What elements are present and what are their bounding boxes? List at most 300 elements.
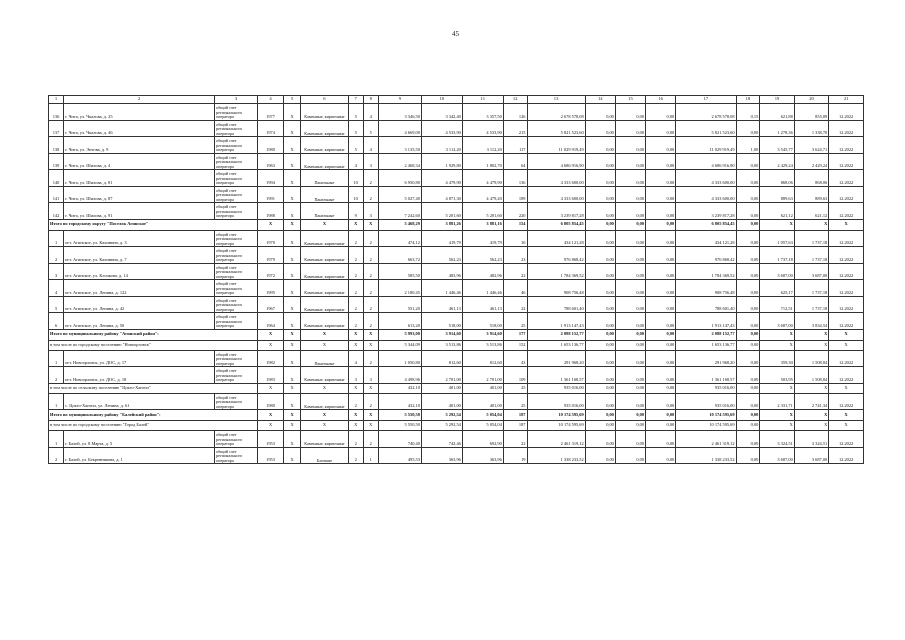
total-label: Итого по городскому округу "Поселок Агинское" <box>49 219 258 230</box>
table-cell: X <box>283 263 300 280</box>
table-cell: 2 <box>363 296 378 313</box>
table-cell: 0,00 <box>615 104 645 121</box>
table-cell: X <box>258 329 284 340</box>
table-cell: 109 <box>503 367 527 384</box>
table-cell: 625,17 <box>760 280 794 297</box>
table-row <box>49 431 864 448</box>
table-cell: 0,00 <box>615 170 645 187</box>
column-header: 3 <box>215 96 258 104</box>
table-cell: 154 <box>503 219 527 230</box>
table-cell: 1982 <box>258 350 284 367</box>
table-cell: 0,00 <box>585 329 615 340</box>
table-cell: 12.2022 <box>829 431 864 448</box>
table-cell: 0,00 <box>585 393 615 410</box>
column-header: 11 <box>462 96 503 104</box>
table-cell: 0,00 <box>736 203 760 220</box>
table-cell: X <box>283 170 300 187</box>
table-cell: 2 701,00 <box>421 367 462 384</box>
table-cell: Каменные, кирпичные <box>301 120 348 137</box>
table-cell: 1 802,70 <box>462 153 503 170</box>
table-cell: Каменные, кирпичные <box>301 431 348 448</box>
table-cell: общий счет регионального оператора <box>215 263 258 280</box>
table-cell: 0,00 <box>585 120 615 137</box>
table-cell: 6 <box>49 313 64 330</box>
table-cell: 889,63 <box>794 186 828 203</box>
table-cell: 3 687,00 <box>794 447 828 464</box>
table-cell: 0,00 <box>585 137 615 154</box>
table-cell: 4 669,00 <box>378 120 421 137</box>
table-cell: 1 <box>49 230 64 247</box>
table-cell: 0,00 <box>736 313 760 330</box>
table-cell: 1 <box>49 431 64 448</box>
table-cell: 0,00 <box>736 410 760 421</box>
table-cell: 0,00 <box>736 280 760 297</box>
table-cell: 5 <box>49 296 64 313</box>
table-cell: 0,00 <box>615 329 645 340</box>
table-cell: 0,00 <box>585 421 615 431</box>
table-cell: 0,00 <box>585 350 615 367</box>
subtotal-label: в том числе по сельскому поселению "Цокто-Хангил" <box>49 383 258 393</box>
table-cell: 3 239 817,28 <box>527 203 585 220</box>
table-cell: 0,00 <box>736 219 760 230</box>
table-cell: 2 <box>363 350 378 367</box>
table-cell: X <box>794 219 828 230</box>
table-cell: г. Чита, ул. Энтова, д. 9 <box>64 137 215 154</box>
table-cell: 1 653 136,77 <box>676 340 736 350</box>
table-cell: 0,00 <box>736 383 760 393</box>
table-cell: 0,00 <box>646 447 676 464</box>
table-cell: X <box>283 120 300 137</box>
table-cell: X <box>283 410 300 421</box>
table-cell: 4 333 600,00 <box>676 170 736 187</box>
table-cell: 2 <box>363 280 378 297</box>
table-cell: 2 <box>49 247 64 264</box>
table-cell: 3 545,77 <box>760 137 794 154</box>
table-cell: 1 361 168,57 <box>676 367 736 384</box>
table-cell: 152 <box>503 340 527 350</box>
table-cell: 908 756,48 <box>527 280 585 297</box>
table-cell: 5 550,50 <box>378 421 421 431</box>
table-cell: 908 756,48 <box>676 280 736 297</box>
table-cell: общий счет регионального оператора <box>215 203 258 220</box>
table-cell: 12.2022 <box>829 104 864 121</box>
table-cell: 663,72 <box>378 247 421 264</box>
table-cell: X <box>348 383 363 393</box>
table-cell: общий счет регионального оператора <box>215 186 258 203</box>
table-cell: 2 461 319,12 <box>527 431 585 448</box>
table-cell: 2 <box>363 186 378 203</box>
table-cell: 0,00 <box>736 247 760 264</box>
table-cell: X <box>283 350 300 367</box>
table-cell: 5 054,04 <box>462 421 503 431</box>
table-cell: X <box>301 410 348 421</box>
table-row <box>49 350 864 367</box>
table-row <box>49 247 864 264</box>
table-row <box>49 393 864 410</box>
table-cell: 3 914,60 <box>462 329 503 340</box>
table-cell: 3 <box>363 203 378 220</box>
table-cell: 6 805 854,45 <box>676 219 736 230</box>
table-cell: общий счет регионального оператора <box>215 350 258 367</box>
table-cell: X <box>283 203 300 220</box>
table-cell: пгт. Агинское, ул. Клочкова, д. 14 <box>64 263 215 280</box>
table-cell: 0,00 <box>646 153 676 170</box>
table-row <box>49 153 864 170</box>
table-row <box>49 170 864 187</box>
table-cell: 0,00 <box>615 296 645 313</box>
table-cell: Панельные <box>301 203 348 220</box>
table-cell: пгт. Агинское, ул. Калинина, д. 7 <box>64 247 215 264</box>
table-cell: общий счет регионального оператора <box>215 137 258 154</box>
table-cell: 0,00 <box>646 367 676 384</box>
table-cell: Каменные, кирпичные <box>301 296 348 313</box>
table-cell: общий счет регионального оператора <box>215 120 258 137</box>
table-cell: 137 <box>49 120 64 137</box>
table-cell: 1980 <box>258 137 284 154</box>
table-cell: 740,40 <box>378 431 421 448</box>
table-cell: общий счет регионального оператора <box>215 367 258 384</box>
table-cell: 0,00 <box>615 247 645 264</box>
table-cell: 432,10 <box>378 383 421 393</box>
table-cell: 2 088 152,77 <box>527 329 585 340</box>
table-cell: 935 016,00 <box>527 393 585 410</box>
table-row <box>49 367 864 384</box>
table-cell: 3 135,50 <box>378 137 421 154</box>
table-cell: 0,00 <box>646 421 676 431</box>
table-cell: г. Чита, ул. Шилова, д. 87 <box>64 186 215 203</box>
table-cell: 2 <box>348 247 363 264</box>
table-cell: 2 180,45 <box>378 280 421 297</box>
table-cell: 0,00 <box>615 263 645 280</box>
table-cell: X <box>283 431 300 448</box>
table-cell: 9 <box>348 203 363 220</box>
table-cell: 5 <box>363 120 378 137</box>
table-cell: 788 601,40 <box>676 296 736 313</box>
table-cell: 3 112,20 <box>462 137 503 154</box>
table-cell: 25 <box>503 393 527 410</box>
table-cell: 3 687,00 <box>760 447 794 464</box>
table-cell: 0,00 <box>736 421 760 431</box>
table-cell: 10 174 595,69 <box>527 410 585 421</box>
column-header: 15 <box>615 96 645 104</box>
table-cell: 0,00 <box>615 431 645 448</box>
table-cell: 1979 <box>258 247 284 264</box>
table-cell: 2 <box>348 313 363 330</box>
table-cell: 0,00 <box>736 153 760 170</box>
table-cell: с. Цокто-Хангил, ул. Ленина, д. 61 <box>64 393 215 410</box>
table-row <box>49 447 864 464</box>
table-cell: X <box>760 410 794 421</box>
table-cell: 4 333 600,00 <box>527 186 585 203</box>
table-cell: 0,00 <box>585 170 615 187</box>
table-cell: 1 338 233,52 <box>527 447 585 464</box>
table-cell: 3 687,00 <box>760 263 794 280</box>
table-cell: 482,96 <box>462 263 503 280</box>
table-cell: X <box>283 421 300 431</box>
table-cell: 401,00 <box>421 383 462 393</box>
table-cell: 7 242,60 <box>378 203 421 220</box>
table-cell: 0,00 <box>615 410 645 421</box>
total-label: Итого по муниципальному району "Агинский район": <box>49 329 258 340</box>
table-cell: 0,00 <box>615 137 645 154</box>
table-cell: 2 <box>49 447 64 464</box>
table-cell: 1977 <box>258 104 284 121</box>
table-cell: 868,06 <box>794 170 828 187</box>
table-cell: 0,00 <box>646 247 676 264</box>
table-cell: 1 <box>49 350 64 367</box>
table-cell: Каменные, кирпичные <box>301 393 348 410</box>
table-cell: X <box>348 410 363 421</box>
table-cell: 503,95 <box>760 367 794 384</box>
table-cell: 1 <box>363 447 378 464</box>
table-cell: 12.2022 <box>829 313 864 330</box>
table-cell: 2 741,34 <box>794 393 828 410</box>
table-cell: г. Чита, ул. Чкалова, д. 46 <box>64 120 215 137</box>
table-cell: 0,00 <box>615 367 645 384</box>
table-cell: 0,00 <box>646 296 676 313</box>
table-cell: 2 678 578,08 <box>527 104 585 121</box>
table-cell: 5 201,60 <box>462 203 503 220</box>
table-cell: 12.2022 <box>829 203 864 220</box>
table-cell: общий счет регионального оператора <box>215 280 258 297</box>
table-cell: 0,00 <box>615 383 645 393</box>
table-cell: 0,00 <box>585 313 615 330</box>
table-cell: X <box>301 383 348 393</box>
table-cell: Каменные, кирпичные <box>301 280 348 297</box>
table-cell: 1995 <box>258 280 284 297</box>
table-cell: 12.2022 <box>829 186 864 203</box>
table-cell: 3 687,00 <box>760 313 794 330</box>
table-cell: 1 508,84 <box>794 350 828 367</box>
total-row <box>49 219 864 230</box>
table-cell: 141 <box>49 186 64 203</box>
table-cell: 0,00 <box>615 350 645 367</box>
table-cell: пгт. Агинское, ул. Калинина, д. 3 <box>64 230 215 247</box>
table-row <box>49 296 864 313</box>
table-cell: 2 <box>363 263 378 280</box>
column-header: 17 <box>676 96 736 104</box>
table-cell: 4 <box>348 153 363 170</box>
table-cell: г. Чита, ул. Чкалова, д. 25 <box>64 104 215 121</box>
table-cell: X <box>283 329 300 340</box>
column-header: 8 <box>363 96 378 104</box>
table-cell: X <box>363 421 378 431</box>
table-cell: 0,00 <box>736 367 760 384</box>
table-cell: 621,88 <box>760 104 794 121</box>
table-cell: 3 <box>363 153 378 170</box>
table-cell: 1 784 369,52 <box>527 263 585 280</box>
table-cell: г. Чита, ул. Шилова, д. 81 <box>64 170 215 187</box>
table-cell: 1 737,18 <box>794 230 828 247</box>
table-cell: X <box>283 313 300 330</box>
table-row <box>49 263 864 280</box>
table-cell: Панельные <box>301 186 348 203</box>
table-cell: 0,00 <box>615 313 645 330</box>
table-cell: 3 834,54 <box>794 313 828 330</box>
table-cell: 868,06 <box>760 170 794 187</box>
table-cell: 291 968,20 <box>527 350 585 367</box>
table-cell: X <box>348 219 363 230</box>
table-cell: 0,00 <box>646 263 676 280</box>
table-cell: 0,00 <box>646 137 676 154</box>
table-cell: 12.2022 <box>829 153 864 170</box>
table-cell: 935 016,00 <box>676 393 736 410</box>
table-cell: 0,00 <box>585 431 615 448</box>
table-cell: пгт. Агинское, ул. Ленина, д. 122 <box>64 280 215 297</box>
table-cell: 0,00 <box>646 230 676 247</box>
table-cell: 177 <box>503 329 527 340</box>
table-cell: 0,00 <box>585 367 615 384</box>
table-cell: 363,96 <box>421 447 462 464</box>
table-cell: 0,00 <box>736 350 760 367</box>
table-cell: X <box>363 219 378 230</box>
table-cell: 0,00 <box>646 350 676 367</box>
table-cell: 495,53 <box>378 447 421 464</box>
table-cell: 0,00 <box>615 393 645 410</box>
table-cell: 136 <box>503 170 527 187</box>
table-cell: 12.2022 <box>829 137 864 154</box>
table-cell: 4 686 916,90 <box>676 153 736 170</box>
table-cell: пгт. Агинское, ул. Ленина, д. 42 <box>64 296 215 313</box>
table-cell: X <box>794 410 828 421</box>
table-cell: 3 513,86 <box>421 340 462 350</box>
table-cell: 0,00 <box>585 447 615 464</box>
table-cell: 5 027,40 <box>378 186 421 203</box>
table-cell: X <box>283 153 300 170</box>
table-cell: 0,00 <box>615 447 645 464</box>
table-cell: 0,00 <box>646 410 676 421</box>
table-cell: 432,10 <box>378 393 421 410</box>
table-row <box>49 186 864 203</box>
table-cell: 2 <box>363 247 378 264</box>
table-cell: X <box>829 219 864 230</box>
table-cell: 1 929,80 <box>421 153 462 170</box>
table-cell: 2 <box>363 313 378 330</box>
table-cell: 0,00 <box>736 431 760 448</box>
table-cell: 126 <box>503 104 527 121</box>
column-header: 1 <box>49 96 64 104</box>
table-cell: X <box>829 383 864 393</box>
table-cell: 0,00 <box>646 104 676 121</box>
table-cell: 3 <box>348 367 363 384</box>
table-cell: 0,00 <box>615 280 645 297</box>
table-cell: 4 333 600,00 <box>676 186 736 203</box>
table-cell: 0,00 <box>646 186 676 203</box>
table-row <box>49 120 864 137</box>
table-cell: 43 <box>503 350 527 367</box>
table-cell: общий счет регионального оператора <box>215 313 258 330</box>
register-table <box>48 95 864 464</box>
table-cell: 1964 <box>258 313 284 330</box>
table-cell: 0,00 <box>585 280 615 297</box>
table-cell: 4 <box>363 104 378 121</box>
table-cell: 1 913 147,43 <box>676 313 736 330</box>
table-cell: 0,00 <box>585 104 615 121</box>
table-cell: 0,00 <box>646 313 676 330</box>
subtotal-row <box>49 421 864 431</box>
table-cell: 0,00 <box>585 340 615 350</box>
table-cell: 0,00 <box>736 447 760 464</box>
table-cell: 1 278,36 <box>760 120 794 137</box>
table-cell: X <box>283 230 300 247</box>
table-cell: 0,00 <box>615 186 645 203</box>
table-cell: 3 914,60 <box>421 329 462 340</box>
table-cell: 0,00 <box>615 230 645 247</box>
table-cell: X <box>760 421 794 431</box>
table-cell: X <box>829 410 864 421</box>
table-cell: 0,15 <box>736 104 760 121</box>
table-cell: 0,00 <box>646 340 676 350</box>
table-cell: 401,00 <box>462 393 503 410</box>
column-header: 13 <box>527 96 585 104</box>
table-cell: X <box>363 340 378 350</box>
table-cell: 562,23 <box>462 247 503 264</box>
table-cell: X <box>283 247 300 264</box>
table-cell: X <box>760 219 794 230</box>
table-cell: 2 <box>348 431 363 448</box>
table-cell: 0,00 <box>646 219 676 230</box>
table-cell: 419,79 <box>421 230 462 247</box>
subtotal-row <box>49 340 864 350</box>
table-cell: 613,20 <box>378 313 421 330</box>
table-cell: 551,20 <box>378 296 421 313</box>
table-cell: 0,00 <box>736 186 760 203</box>
table-cell: 855,09 <box>794 104 828 121</box>
table-cell: 4 479,90 <box>421 170 462 187</box>
table-cell: X <box>829 340 864 350</box>
table-cell: 3 687,00 <box>794 263 828 280</box>
table-row <box>49 203 864 220</box>
table-cell: 3 324,51 <box>760 431 794 448</box>
table-cell: 621,12 <box>794 203 828 220</box>
table-cell: 4 479,90 <box>462 170 503 187</box>
table-cell: Каменные, кирпичные <box>301 104 348 121</box>
table-cell: 0,00 <box>585 186 615 203</box>
table-cell: 1 361 168,57 <box>527 367 585 384</box>
table-cell: 2 <box>49 367 64 384</box>
table-cell: 187 <box>503 410 527 421</box>
table-cell: 12.2022 <box>829 350 864 367</box>
table-cell: 3 <box>49 263 64 280</box>
table-cell: 215 <box>503 120 527 137</box>
table-row <box>49 104 864 121</box>
table-cell: 401,00 <box>421 393 462 410</box>
column-header: 9 <box>378 96 421 104</box>
table-cell: 0,00 <box>646 203 676 220</box>
table-cell: Каменные, кирпичные <box>301 313 348 330</box>
table-cell: 0,00 <box>585 153 615 170</box>
table-cell: X <box>283 367 300 384</box>
table-cell: 11 029 919,49 <box>676 137 736 154</box>
table-cell: 2 678 578,08 <box>676 104 736 121</box>
table-cell: 22 <box>503 431 527 448</box>
table-cell: 518,00 <box>462 313 503 330</box>
table-cell: 6 805 854,45 <box>527 219 585 230</box>
table-cell: 1994 <box>258 170 284 187</box>
table-cell: 0,00 <box>646 431 676 448</box>
table-cell: 11 029 919,49 <box>527 137 585 154</box>
table-cell: 5 <box>348 104 363 121</box>
table-cell: 189 <box>503 186 527 203</box>
table-cell: 621,12 <box>760 203 794 220</box>
column-header: 12 <box>503 96 527 104</box>
table-cell: 1,00 <box>736 137 760 154</box>
table-cell: 1 338 233,52 <box>676 447 736 464</box>
table-cell: 12.2022 <box>829 280 864 297</box>
table-cell: 5 292,54 <box>421 421 462 431</box>
table-cell: X <box>258 219 284 230</box>
table-cell: Каменные, кирпичные <box>301 263 348 280</box>
